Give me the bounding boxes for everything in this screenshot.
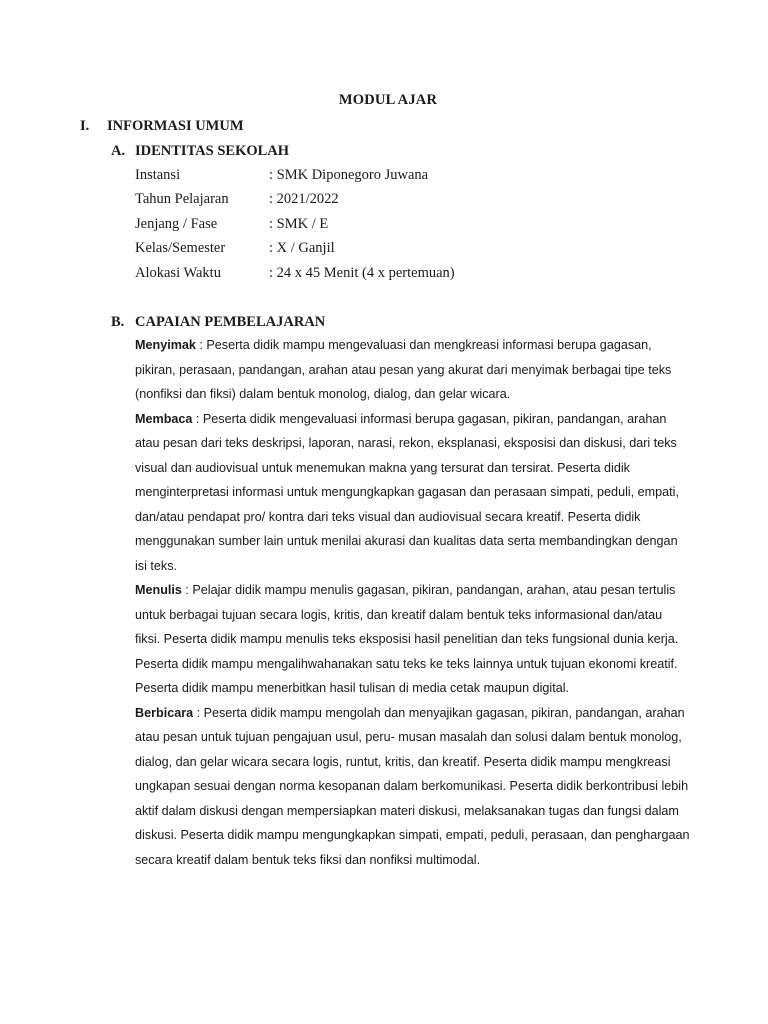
document-title: MODUL AJAR bbox=[338, 92, 438, 108]
section-number: I. bbox=[80, 118, 90, 134]
identitas-row-alokasi-waktu bbox=[135, 261, 455, 286]
subsection-letter: A. bbox=[111, 143, 126, 159]
identitas-row-jenjang-fase bbox=[135, 212, 455, 237]
identitas-label: Alokasi Waktu bbox=[135, 264, 221, 281]
subsection-heading: CAPAIAN PEMBELAJARAN bbox=[135, 314, 326, 330]
identitas-value: : 24 x 45 Menit (4 x pertemuan) bbox=[269, 264, 455, 281]
identitas-value: : SMK / E bbox=[269, 215, 329, 232]
paragraph-text: : Pelajar didik mampu menulis gagasan, pikiran, pandangan, arahan, atau pesan tertulis untuk berbagai tujuan secara logis, kritis, dan kreatif dalam bentuk teks informasional dan/atau fiksi. Peserta didik mampu menulis teks eksposisi hasil penelitian dan teks fungsional dunia kerja. Peserta didik mampu mengalihwahanakan satu teks ke teks lainnya untuk tujuan ekonomi kreatif. Peserta didik mampu menerbitkan hasil tulisan di media cetak maupun digital. bbox=[135, 583, 679, 695]
subsection-identitas-sekolah bbox=[111, 143, 289, 160]
identitas-value: : 2021/2022 bbox=[269, 191, 339, 208]
subsection-heading: IDENTITAS SEKOLAH bbox=[135, 143, 290, 159]
identitas-row-tahun-pelajaran bbox=[135, 188, 455, 213]
capaian-body bbox=[135, 333, 690, 872]
section-heading: INFORMASI UMUM bbox=[107, 118, 244, 134]
identitas-row-instansi bbox=[135, 163, 455, 188]
paragraph-text: : Peserta didik mengevaluasi informasi berupa gagasan, pikiran, pandangan, arahan atau pesan dari teks deskripsi, laporan, narasi, rekon, eksplanasi, eksposisi dan diskusi, dari teks visual dan audiovisual untuk menemukan makna yang tersurat dan tersirat. Peserta didik menginterpretasi informasi untuk mengungkapkan gagasan dan perasaan simpati, peduli, empati, dan/atau pendapat pro/ kontra dari teks visual dan audiovisual secara kreatif. Peserta didik menggunakan sumber lain untuk menilai akurasi dan kualitas data serta membandingkan dengan isi teks. bbox=[135, 411, 679, 573]
paragraph-text: : Peserta didik mampu mengolah dan menyajikan gagasan, pikiran, pandangan, arahan atau pesan untuk tujuan pengajuan usul, peru- musan masalah dan solusi dalam bentuk monolog, dialog, dan gelar wicara secara logis, runtut, kritis, dan kreatif. Peserta didik mampu mengkreasi ungkapan sesuai dengan norma kesopanan dalam berkomunikasi. Peserta didik berkontribusi lebih aktif dalam diskusi dengan mempersiapkan materi diskusi, melaksanakan tugas dan fungsi dalam diskusi. Peserta didik mampu mengungkapkan simpati, empati, peduli, perasaan, dan penghargaan secara kreatif dalam bentuk teks fiksi dan nonfiksi multimodal. bbox=[135, 705, 690, 867]
paragraph-term: Berbicara bbox=[135, 705, 194, 720]
paragraph-text: : Peserta didik mampu mengevaluasi dan mengkreasi informasi berupa gagasan, pikiran, perasaan, pandangan, arahan atau pesan yang akurat dari menyimak berbagai tipe teks (nonfiksi dan fiksi) dalam bentuk monolog, dialog, dan gelar wicara. bbox=[135, 338, 672, 401]
subsection-capaian-pembelajaran bbox=[111, 314, 325, 331]
identitas-label: Jenjang / Fase bbox=[135, 215, 218, 232]
subsection-letter: B. bbox=[111, 314, 125, 330]
paragraph-term: Membaca bbox=[135, 411, 193, 426]
paragraph-membaca bbox=[135, 407, 690, 579]
identitas-label: Instansi bbox=[135, 166, 181, 183]
identitas-row-kelas-semester bbox=[135, 237, 455, 262]
identitas-label: Tahun Pelajaran bbox=[135, 191, 229, 208]
section-informasi-umum bbox=[80, 118, 244, 135]
paragraph-term: Menulis bbox=[135, 583, 182, 597]
identitas-label: Kelas/Semester bbox=[135, 240, 226, 257]
paragraph-term: Menyimak bbox=[135, 338, 196, 352]
identitas-value: : SMK Diponegoro Juwana bbox=[269, 166, 429, 183]
paragraph-menyimak bbox=[135, 333, 690, 407]
identitas-table bbox=[135, 163, 455, 286]
paragraph-menulis bbox=[135, 578, 690, 701]
identitas-value: : X / Ganjil bbox=[269, 240, 335, 257]
paragraph-berbicara bbox=[135, 701, 690, 873]
